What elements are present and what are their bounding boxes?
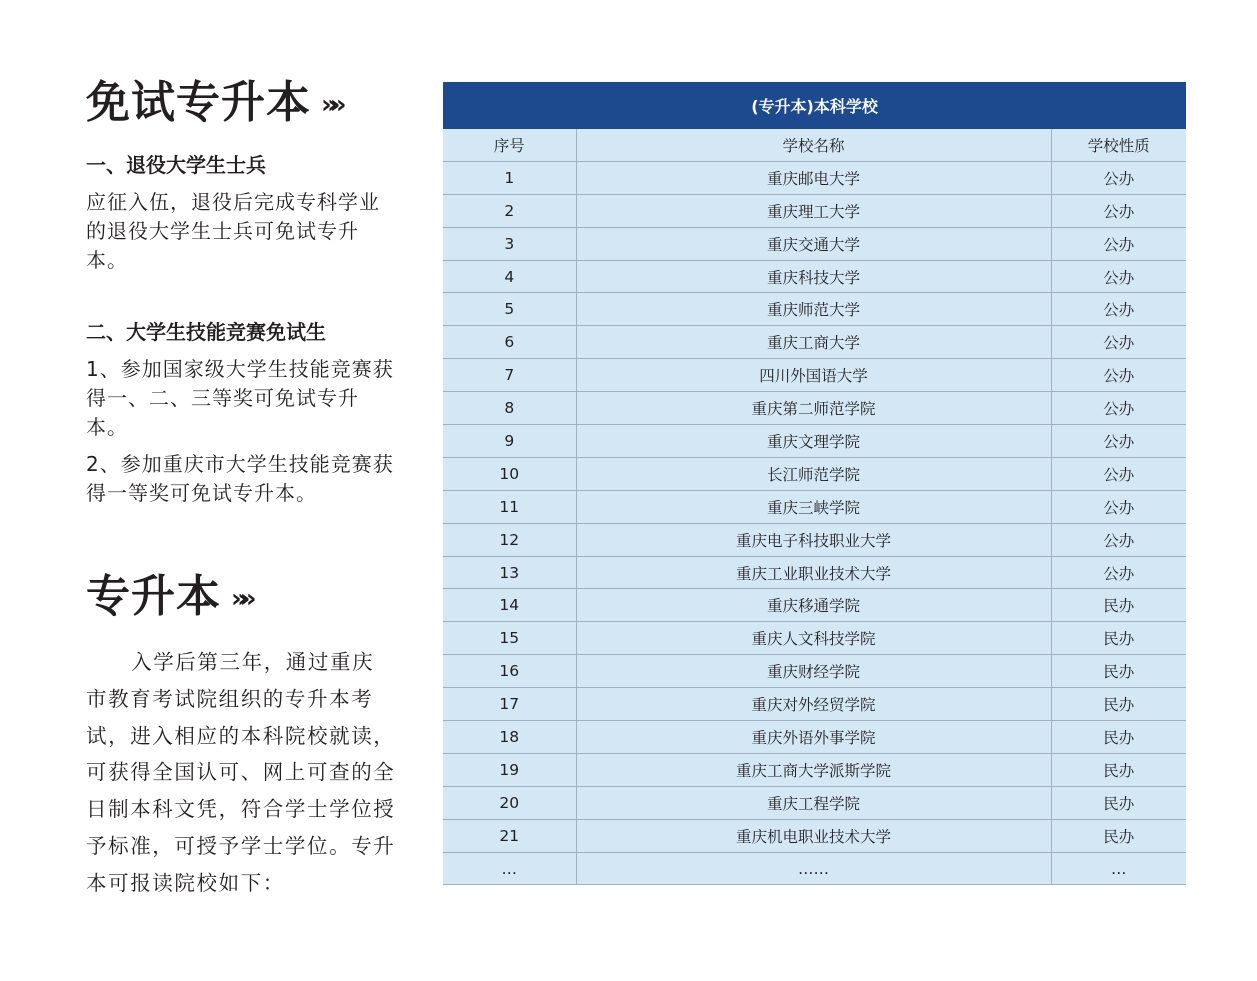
- cell-school-name: 重庆理工大学: [576, 194, 1051, 227]
- table-row: [443, 326, 1186, 359]
- cell-index: 6: [443, 326, 576, 359]
- cell-index: 21: [443, 819, 576, 852]
- table-caption-row: [443, 82, 1186, 129]
- cell-index: 3: [443, 227, 576, 260]
- cell-school-name: 重庆对外经贸学院: [576, 688, 1051, 721]
- cell-index: …: [443, 852, 576, 885]
- table-row: [443, 359, 1186, 392]
- section-title-exempt-text: 免试专升本: [86, 77, 311, 128]
- cell-school-name: 重庆工业职业技术大学: [576, 556, 1051, 589]
- table-row: [443, 260, 1186, 293]
- cell-school-type: 民办: [1051, 622, 1186, 655]
- cell-school-name: 重庆三峡学院: [576, 490, 1051, 523]
- cell-index: 9: [443, 425, 576, 458]
- cell-index: 12: [443, 523, 576, 556]
- subheading-veterans: 一、退役大学生士兵: [86, 153, 266, 177]
- cell-school-name: 重庆工商大学派斯学院: [576, 753, 1051, 786]
- cell-school-type: 民办: [1051, 819, 1186, 852]
- cell-index: 8: [443, 392, 576, 425]
- cell-index: 15: [443, 622, 576, 655]
- cell-school-type: 民办: [1051, 753, 1186, 786]
- table-body: [443, 161, 1186, 885]
- cell-school-type: …: [1051, 852, 1186, 885]
- cell-school-type: 民办: [1051, 589, 1186, 622]
- cell-index: 4: [443, 260, 576, 293]
- table-row: [443, 819, 1186, 852]
- cell-school-type: 公办: [1051, 260, 1186, 293]
- paragraph-upgrade-intro: 入学后第三年，通过重庆市教育考试院组织的专升本考试，进入相应的本科院校就读，可获得全国认可、网上可查的全日制本科文凭，符合学士学位授予标准，可授予学士学位。专升本可报读院校如下：: [86, 650, 396, 895]
- table-row: [443, 457, 1186, 490]
- table-row: [443, 655, 1186, 688]
- header-school-type: 学校性质: [1051, 129, 1186, 161]
- cell-index: 11: [443, 490, 576, 523]
- table-row: [443, 293, 1186, 326]
- table-row: [443, 227, 1186, 260]
- table-row: [443, 753, 1186, 786]
- cell-index: 18: [443, 721, 576, 754]
- table-row: [443, 622, 1186, 655]
- table-row: [443, 721, 1186, 754]
- table-row: [443, 556, 1186, 589]
- table-row: [443, 852, 1186, 885]
- cell-index: 19: [443, 753, 576, 786]
- cell-school-name: 重庆人文科技学院: [576, 622, 1051, 655]
- cell-school-type: 公办: [1051, 326, 1186, 359]
- cell-school-type: 公办: [1051, 490, 1186, 523]
- schools-table: [443, 82, 1186, 885]
- table-row: [443, 194, 1186, 227]
- table-row: [443, 425, 1186, 458]
- cell-index: 1: [443, 161, 576, 194]
- cell-index: 10: [443, 457, 576, 490]
- cell-school-name: 重庆电子科技职业大学: [576, 523, 1051, 556]
- paragraph-national-competition: 1、参加国家级大学生技能竞赛获得一、二、三等奖可免试专升本。: [86, 357, 394, 439]
- cell-school-name: 重庆移通学院: [576, 589, 1051, 622]
- paragraph-city-competition: 2、参加重庆市大学生技能竞赛获得一等奖可免试专升本。: [86, 452, 394, 505]
- table-row: [443, 589, 1186, 622]
- schools-table-wrapper: [443, 82, 1186, 885]
- header-school-name: 学校名称: [576, 129, 1051, 161]
- cell-school-type: 公办: [1051, 392, 1186, 425]
- cell-school-name: 重庆财经学院: [576, 655, 1051, 688]
- section-title-exempt: [86, 78, 339, 130]
- paragraph-veterans: 应征入伍，退役后完成专科学业的退役大学生士兵可免试专升本。: [86, 190, 380, 272]
- cell-school-type: 民办: [1051, 786, 1186, 819]
- cell-index: 16: [443, 655, 576, 688]
- cell-school-name: 重庆文理学院: [576, 425, 1051, 458]
- cell-school-name: 重庆工商大学: [576, 326, 1051, 359]
- subheading-competition: 二、大学生技能竞赛免试生: [86, 320, 326, 344]
- cell-school-type: 公办: [1051, 457, 1186, 490]
- header-index: 序号: [443, 129, 576, 161]
- cell-index: 13: [443, 556, 576, 589]
- cell-index: 2: [443, 194, 576, 227]
- cell-index: 7: [443, 359, 576, 392]
- cell-index: 5: [443, 293, 576, 326]
- cell-school-name: 重庆邮电大学: [576, 161, 1051, 194]
- table-row: [443, 490, 1186, 523]
- cell-school-name: 重庆外语外事学院: [576, 721, 1051, 754]
- cell-school-name: 重庆第二师范学院: [576, 392, 1051, 425]
- cell-school-name: 重庆师范大学: [576, 293, 1051, 326]
- table-row: [443, 786, 1186, 819]
- cell-school-name: 重庆机电职业技术大学: [576, 819, 1051, 852]
- cell-index: 14: [443, 589, 576, 622]
- cell-school-type: 公办: [1051, 556, 1186, 589]
- cell-school-name: 重庆交通大学: [576, 227, 1051, 260]
- cell-school-type: 公办: [1051, 194, 1186, 227]
- cell-school-type: 公办: [1051, 359, 1186, 392]
- table-row: [443, 688, 1186, 721]
- cell-school-type: 公办: [1051, 227, 1186, 260]
- cell-school-type: 民办: [1051, 655, 1186, 688]
- cell-school-type: 民办: [1051, 688, 1186, 721]
- table-row: [443, 161, 1186, 194]
- table-row: [443, 523, 1186, 556]
- cell-school-name: 四川外国语大学: [576, 359, 1051, 392]
- table-caption: (专升本)本科学校: [443, 82, 1186, 129]
- cell-school-type: 公办: [1051, 161, 1186, 194]
- cell-school-type: 民办: [1051, 721, 1186, 754]
- cell-school-type: 公办: [1051, 523, 1186, 556]
- cell-school-type: 公办: [1051, 293, 1186, 326]
- cell-school-type: 公办: [1051, 425, 1186, 458]
- cell-index: 20: [443, 786, 576, 819]
- section-title-upgrade-text: 专升本: [86, 571, 221, 622]
- cell-school-name: ……: [576, 852, 1051, 885]
- table-header-row: [443, 129, 1186, 161]
- cell-index: 17: [443, 688, 576, 721]
- table-row: [443, 392, 1186, 425]
- double-chevron-icon: »»: [231, 584, 249, 614]
- cell-school-name: 重庆科技大学: [576, 260, 1051, 293]
- cell-school-name: 长江师范学院: [576, 457, 1051, 490]
- cell-school-name: 重庆工程学院: [576, 786, 1051, 819]
- section-title-upgrade: [86, 572, 249, 624]
- double-chevron-icon: »»: [321, 90, 339, 120]
